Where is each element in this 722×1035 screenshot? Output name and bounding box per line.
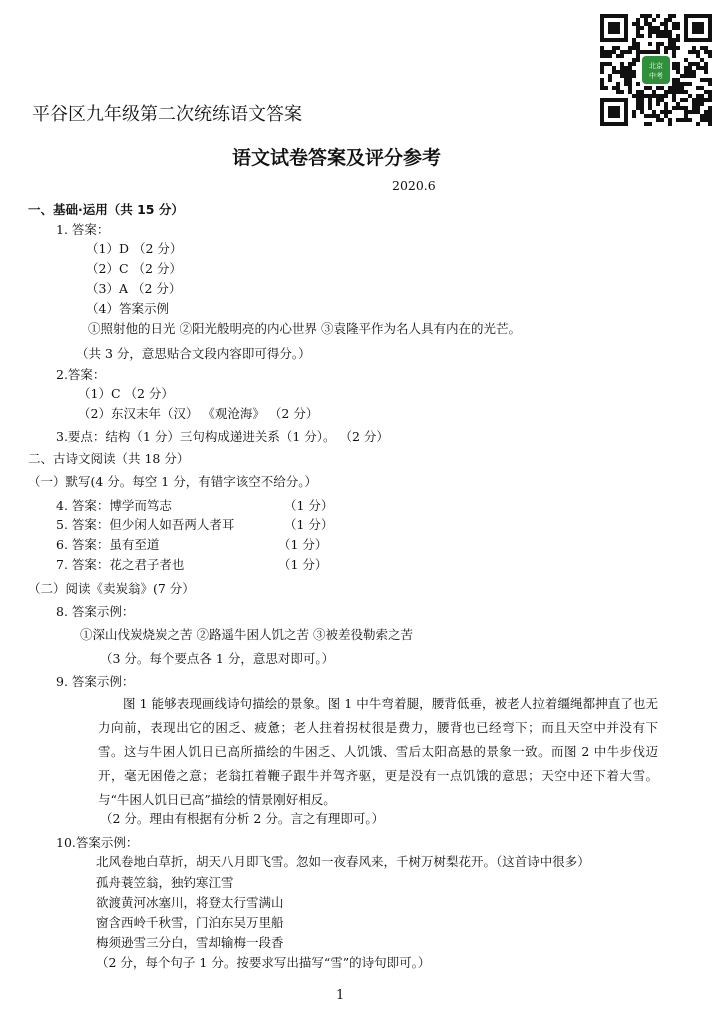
date: 2020.6 (392, 178, 436, 193)
q6-score: （1 分） (278, 537, 328, 552)
q5-answer: 5. 答案：但少闲人如吾两人者耳 (56, 517, 235, 532)
q10-poem-2: 孤舟蓑笠翁，独钓寒江雪 (96, 875, 234, 890)
q2-answer-label: 2.答案： (56, 367, 106, 382)
q10-poem-3: 欲渡黄河冰塞川，将登太行雪满山 (96, 895, 284, 910)
q9-paragraph: 图 1 能够表现画线诗句描绘的景象。图 1 中牛弯着腿，腰背低垂，被老人拉着缰绳都抻直了也无力向前，表现出它的困乏、疲惫；老人拄着拐杖很是费力，腰背也已经弯下；而且天空中并没有下雪。这与牛困人饥日已高所描绘的牛困乏、人饥饿、雪后太阳高悬的景象一致。而图 2 中牛步伐迈开，毫无困倦之意；老翁扛着鞭子跟牛并驾齐驱，更是没有一点饥饿的意思；天空中还下着大雪。与“牛困人饥日已高”描绘的情景刚好相反。 (98, 696, 658, 807)
svg-text:中考: 中考 (649, 72, 663, 80)
q10-answer-label: 10.答案示例： (56, 835, 139, 850)
q9-answer-label: 9. 答案示例： (56, 674, 135, 689)
q3-answer: 3.要点：结构（1 分）三句构成递进关系（1 分）。 （2 分） (56, 429, 389, 444)
q2-sub2: （2）东汉末年（汉） 《观沧海》 （2 分） (78, 406, 319, 421)
q1-sub1: （1）D （2 分） (86, 241, 183, 256)
q1-sub4: （4）答案示例 (86, 301, 169, 316)
q4-score: （1 分） (284, 498, 334, 513)
q10-poem-1: 北风卷地白草折，胡天八月即飞雪。忽如一夜春风来，千树万树梨花开。（这首诗中很多） (96, 854, 590, 869)
q5-score: （1 分） (284, 517, 334, 532)
page-number: 1 (336, 988, 345, 1003)
q2-sub1: （1）C （2 分） (78, 386, 174, 401)
q1-answer-label: 1. 答案： (56, 222, 110, 237)
q7-score: （1 分） (278, 557, 328, 572)
school-title: 平谷区九年级第二次统练语文答案 (32, 104, 302, 125)
q9-scoring-note: （2 分。理由有根据有分析 2 分。言之有理即可。） (100, 811, 385, 826)
q8-answer-label: 8. 答案示例： (56, 604, 135, 619)
q8-example: ①深山伐炭烧炭之苦 ②路遥牛困人饥之苦 ③被差役勒索之苦 (80, 627, 413, 642)
q4-answer: 4. 答案：博学而笃志 (56, 498, 172, 513)
q1-sub4-example: ①照射他的日光 ②阳光般明亮的内心世界 ③袁隆平作为名人具有内在的光芒。 (88, 321, 521, 336)
q8-scoring-note: （3 分。每个要点各 1 分，意思对即可。） (100, 651, 335, 666)
q1-scoring-note: （共 3 分，意思贴合文段内容即可得分。） (76, 346, 311, 361)
q7-answer: 7. 答案：花之君子者也 (56, 557, 185, 572)
q6-answer: 6. 答案：虽有至道 (56, 537, 160, 552)
section-2-heading: 二、古诗文阅读（共 18 分） (28, 451, 190, 466)
subsection-dictation: （一）默写(4 分。每空 1 分，有错字该空不给分。） (28, 474, 317, 489)
qr-code-image (600, 14, 712, 126)
q10-poem-4: 窗含西岭千秋雪，门泊东吴万里船 (96, 915, 284, 930)
q10-poem-5: 梅须逊雪三分白，雪却输梅一段香 (96, 935, 284, 950)
section-1-heading: 一、基础·运用（共 15 分） (28, 202, 184, 217)
subsection-reading: （二）阅读《卖炭翁》(7 分） (28, 581, 195, 596)
page-title: 语文试卷答案及评分参考 (232, 147, 442, 169)
svg-text:北京: 北京 (649, 62, 663, 70)
q10-scoring-note: （2 分，每个句子 1 分。按要求写出描写“雪”的诗句即可。） (96, 955, 431, 970)
q1-sub2: （2）C （2 分） (86, 261, 182, 276)
q1-sub3: （3）A （2 分） (86, 281, 182, 296)
